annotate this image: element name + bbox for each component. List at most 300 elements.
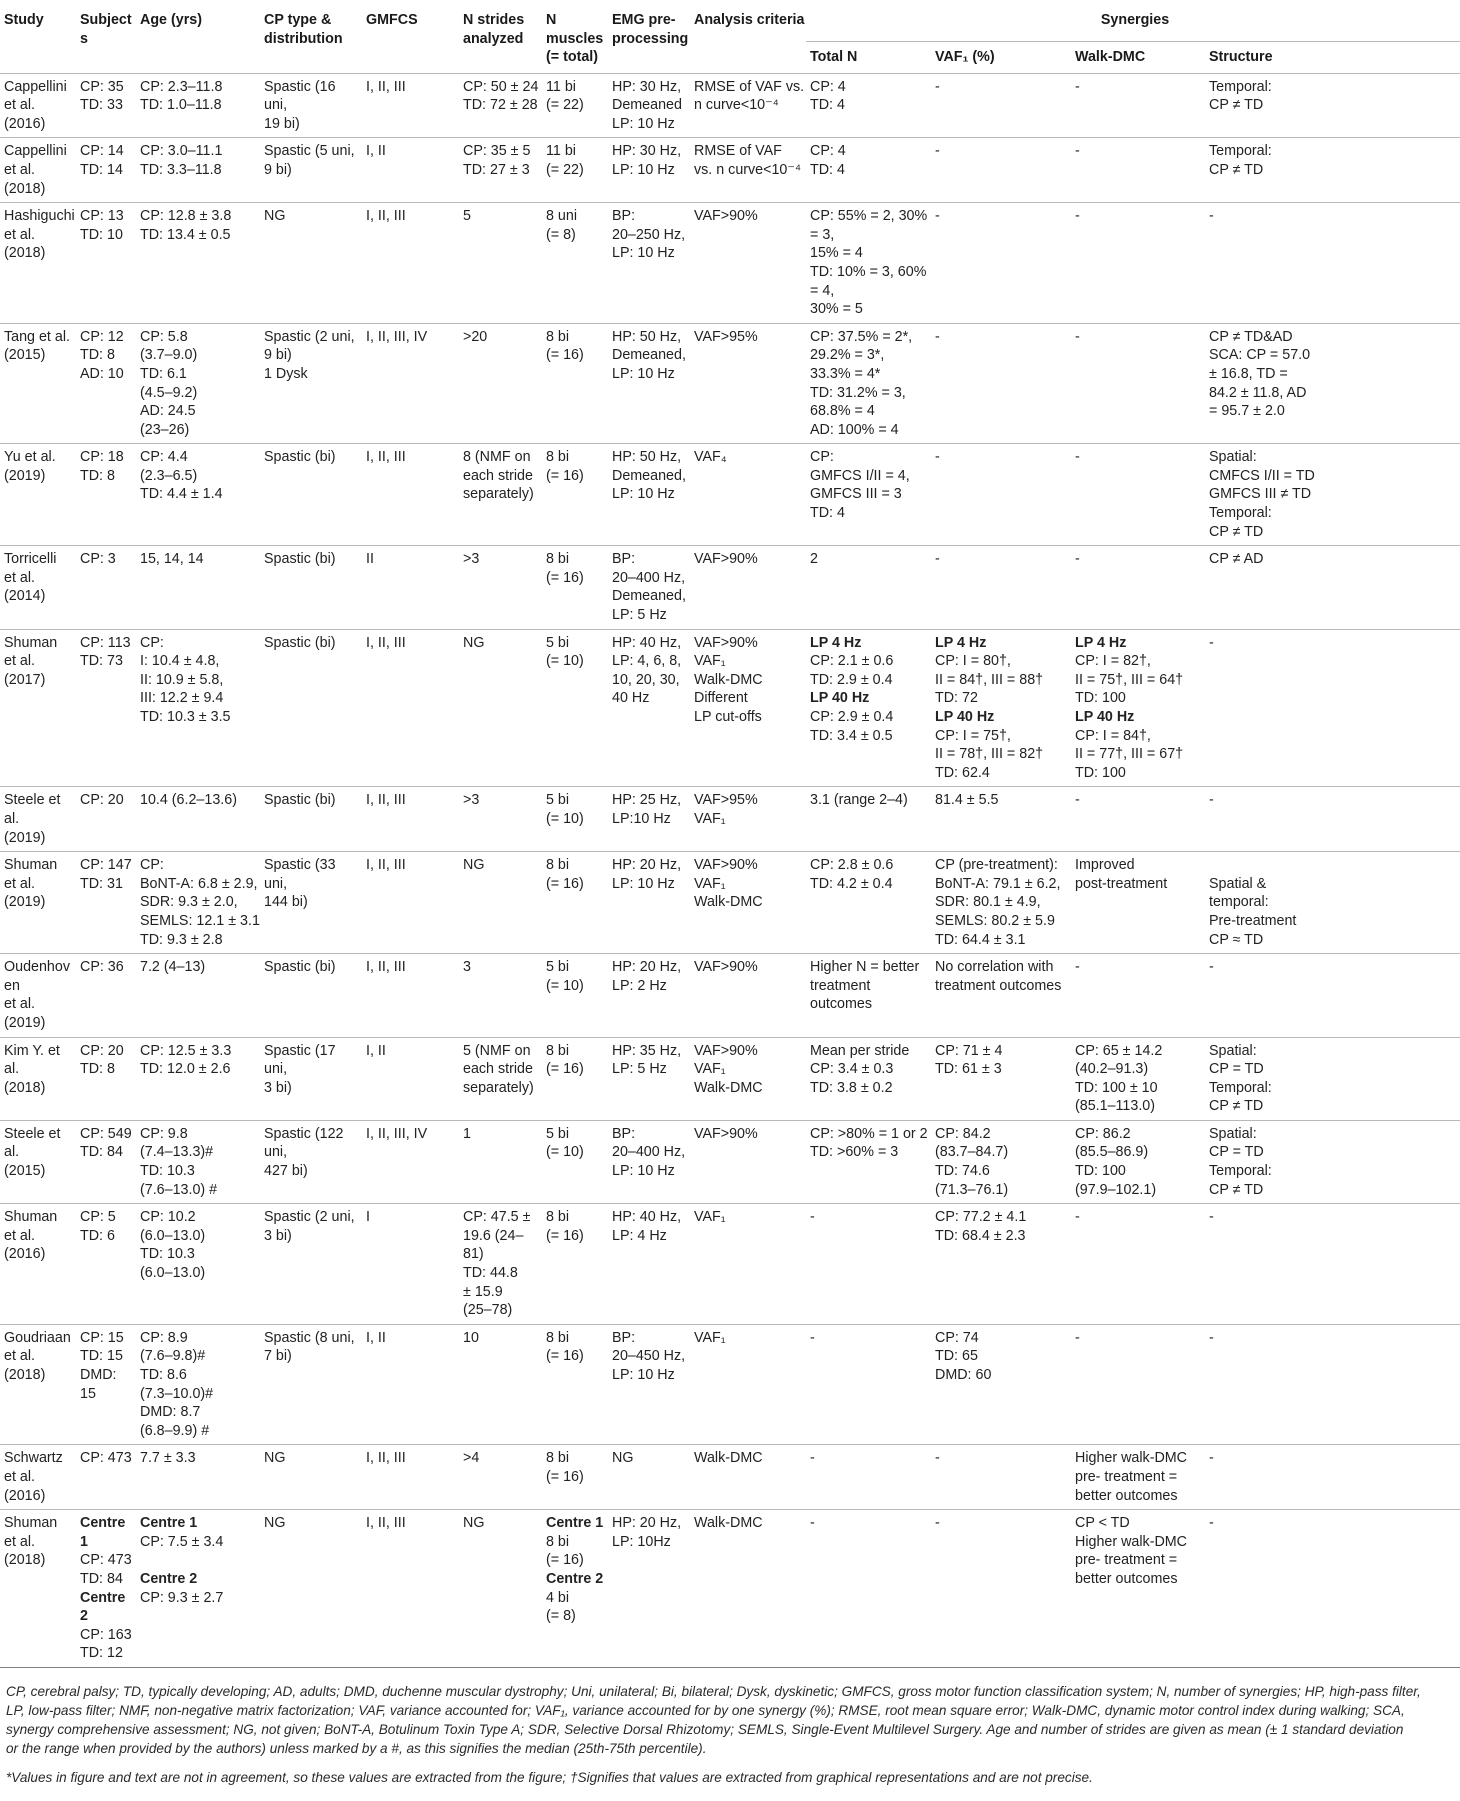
cell-line: CP: 10.2 [140,1209,196,1226]
cell-line: 81.4 ± 5.5 [935,792,999,809]
cell-muscles [542,73,608,138]
cell-line: NG [463,1515,485,1532]
cell-line: - [935,551,940,568]
cell-line: BP: [612,1125,636,1142]
cell-line: SCA: CP = 57.0 [1209,347,1311,364]
cell-line: Centre 2 [546,1570,604,1587]
cell-line: (85.5–86.9) [1075,1144,1149,1161]
cell-vaf1 [931,546,1071,629]
cell-strides [459,444,542,546]
table-row [0,1324,1460,1445]
cell-line: TD: 10% = 3, 60% [810,263,927,280]
cell-gmfcs [362,1037,459,1120]
cell-line: TD: 8 [80,347,115,364]
cell-structure [1205,203,1460,324]
cell-line: 10 [463,1329,479,1346]
cell-analysis [690,1204,806,1325]
cell-line: TD: 31 [80,875,123,892]
cell-line: VAF>90% [694,1125,758,1142]
cell-subjects [76,1445,136,1510]
cell-age [136,203,260,324]
table-row [0,1120,1460,1203]
cell-line: (2015) [4,347,46,364]
cell-line: 11 bi [546,143,576,160]
table-row [0,73,1460,138]
cell-line: CP: 2.3–11.8 [140,78,223,95]
cell-line: Demeaned, [612,347,686,364]
cell-line: TD: 61 ± 3 [935,1061,1002,1078]
cell-line: RMSE of VAF [694,143,782,160]
cell-line: Walk-DMC [694,1450,763,1467]
cell-line: Hashiguchi [4,208,75,225]
cell-structure [1205,1510,1460,1668]
cell-line: 20–400 Hz, [612,1144,686,1161]
cell-gmfcs [362,1510,459,1668]
cell-study [0,954,76,1037]
cell-line: DMD: 60 [935,1367,992,1383]
cell-study [0,1204,76,1325]
cell-line: CP: 20 [80,792,124,809]
cell-age [136,954,260,1037]
cell-muscles [542,1204,608,1325]
cell-line: = 95.7 ± 2.0 [1209,403,1285,420]
cell-line: (85.1–113.0) [1075,1098,1156,1115]
cell-cp-type [260,138,362,203]
cell-subjects [76,73,136,138]
cell-line: I, II, III [366,1515,406,1532]
cell-line: Spastic (16 uni, [264,78,336,114]
cell-line: II = 77†, III = 67† [1075,746,1184,763]
cell-study [0,1445,76,1510]
cell-age [136,138,260,203]
cell-line: 20–400 Hz, [612,569,686,586]
cell-subjects [76,323,136,444]
cell-total-n [806,629,931,787]
cell-analysis [690,1120,806,1203]
col-header-study: Study [4,12,44,28]
cell-analysis [690,1510,806,1668]
cell-emg [608,852,690,954]
cell-line: BoNT-A: 6.8 ± 2.9, [140,875,258,892]
cell-line: I, II, III [366,792,406,809]
cell-study [0,852,76,954]
cell-line: VAF>95% [694,328,758,345]
cell-line: Steele et al. [4,1125,61,1161]
cell-line: DMD: 8.7 [140,1404,201,1421]
cell-line: TD: 10.3 ± 3.5 [140,709,231,725]
cell-line: >4 [463,1450,480,1467]
cell-structure [1205,138,1460,203]
cell-line: CP: I = 82†, [1075,653,1151,670]
cell-line: CP: 47.5 ± [463,1209,531,1226]
cell-line: Shuman [4,1515,58,1532]
cell-line: I, II, III [366,78,406,95]
cell-line: HP: 25 Hz, [612,792,682,809]
cell-line: RMSE of VAF vs. [694,78,805,95]
cell-walkdmc [1071,323,1205,444]
cell-line: II [366,551,374,568]
cell-line: BP: [612,208,636,225]
cell-strides [459,1204,542,1325]
cell-structure [1205,1324,1460,1445]
cell-line: Goudriaan [4,1329,71,1346]
col-header-vaf1: VAF₁ (%) [935,49,995,65]
cell-line: 15% = 4 [810,245,863,262]
cell-muscles [542,852,608,954]
cell-line: (83.7–84.7) [935,1144,1009,1161]
cell-line: TD: 4 [810,161,845,178]
cell-line: (= 16) [546,1552,584,1569]
cell-line: VAF>90% [694,551,758,568]
cell-line: LP: 10 Hz [612,245,675,262]
cell-line: CMFCS I/II = TD [1209,467,1315,484]
cell-line: 427 bi) [264,1163,308,1180]
cell-line: I, II [366,1329,386,1346]
cell-line: 29.2% = 3*, [810,347,885,364]
cell-study [0,1324,76,1445]
cell-line: LP: 10 Hz [612,875,675,892]
cell-line: TD: 3.4 ± 0.5 [810,727,893,744]
cell-emg [608,1324,690,1445]
cell-walkdmc [1071,138,1205,203]
cell-muscles [542,444,608,546]
cell-line: (= 16) [546,1061,584,1078]
cell-line: TD: 84 [80,1144,123,1161]
cell-line: treatment outcomes [810,977,872,1013]
cell-line: HP: 40 Hz, [612,634,682,651]
table-row [0,1204,1460,1325]
cell-line: - [1075,551,1080,568]
cell-line: Spastic (bi) [264,551,336,568]
cell-line: I, II, III, IV [366,328,428,345]
cell-line: TD: 6.1 [140,365,187,382]
cell-total-n [806,444,931,546]
cell-gmfcs [362,138,459,203]
cell-line: I, II [366,143,386,160]
cell-line: TD: 9.3 ± 2.8 [140,931,223,948]
cell-line: Schwartz [4,1450,63,1467]
cell-line: VAF₁ [694,875,726,892]
cell-line: - [1075,792,1080,809]
cell-line: 8 bi [546,328,570,345]
cell-line: et al. (2018) [4,226,46,262]
cell-gmfcs [362,1120,459,1203]
cell-line: CP: 4 [810,78,846,95]
col-header-emg: EMG pre-processing [612,12,689,47]
cell-line: LP cut-offs [694,709,762,725]
cell-structure [1205,954,1460,1037]
cell-line: 8 bi [546,449,570,466]
cell-line: (= 10) [546,1144,584,1161]
cell-cp-type [260,787,362,852]
cell-line: 19 bi) [264,115,300,132]
table-row [0,138,1460,203]
cell-line: CP: 55% = 2, 30% [810,208,928,225]
cell-line: CP: 9.3 ± 2.7 [140,1589,224,1606]
cell-line: - [935,449,940,466]
cell-total-n [806,787,931,852]
cell-line: Spatial: [1209,1042,1257,1059]
cell-study [0,787,76,852]
cell-analysis [690,1324,806,1445]
cell-line: Temporal: [1209,78,1272,95]
cell-age [136,546,260,629]
cell-muscles [542,1445,608,1510]
cell-line: (6.0–13.0) [140,1227,206,1244]
cell-line: CP < TD [1075,1515,1130,1532]
cell-total-n [806,1037,931,1120]
cell-line: VAF₁ [694,810,726,827]
cell-structure [1205,1120,1460,1203]
cell-line: Spastic (2 uni, [264,328,355,345]
cell-line: TD: 8.6 [140,1367,187,1383]
cell-subjects [76,787,136,852]
cell-strides [459,1324,542,1445]
cell-gmfcs [362,1204,459,1325]
cell-line: 8 bi [546,1533,570,1550]
cell-line: - [1209,208,1214,225]
cell-line: CP: 74 [935,1329,979,1346]
cell-line: - [1209,1209,1214,1226]
cell-emg [608,1204,690,1325]
cell-line: - [810,1329,815,1346]
cell-analysis [690,852,806,954]
cell-line: Shuman [4,634,58,651]
cell-line: (= 16) [546,347,584,364]
cell-line: TD: 4 [810,505,845,522]
cell-total-n [806,546,931,629]
cell-study [0,138,76,203]
cell-line: CP: 2.8 ± 0.6 [810,857,894,874]
cell-line: CP: 14 [80,143,124,160]
cell-line: CP: 35 ± 5 [463,143,531,160]
cell-line: BP: [612,551,636,568]
cell-analysis [690,323,806,444]
cell-line: CP: 473 [80,1450,132,1467]
cell-line: 144 bi) [264,894,308,911]
cell-line: 8 bi [546,1450,570,1467]
cell-line: CP: 37.5% = 2*, [810,328,913,345]
cell-age [136,444,260,546]
cell-line: VAF>90% [694,959,758,976]
cell-emg [608,1120,690,1203]
cell-line: TD: 13.4 ± 0.5 [140,226,231,243]
cell-line: (2015) [4,1163,46,1180]
cell-muscles [542,787,608,852]
cell-walkdmc [1071,1445,1205,1510]
cell-line: LP: 5 Hz [612,607,667,624]
cell-line: CP: 4.4 [140,449,188,466]
cell-line: HP: 20 Hz, [612,857,682,874]
cell-line: (4.5–9.2) [140,384,198,401]
cell-line: Temporal: [1209,505,1272,522]
cell-line: Yu et al. [4,449,56,466]
cell-line: Spastic (bi) [264,792,336,809]
cell-emg [608,954,690,1037]
cell-line: NG [264,1450,286,1467]
cell-line: Temporal: [1209,143,1272,160]
cell-gmfcs [362,954,459,1037]
cell-line: Kim Y. et al. [4,1042,60,1078]
cell-line: Pre-treatment [1209,912,1297,929]
cell-line: - [935,78,940,95]
cell-line: BP: [612,1329,636,1346]
cell-line: Spastic (17 uni, [264,1042,336,1078]
cell-line: ± 16.8, TD = [1209,365,1288,382]
cell-line: Spatial & [1209,875,1267,892]
cell-subjects [76,1204,136,1325]
cell-line: Tang et al. [4,328,70,345]
cell-line: >20 [463,328,488,345]
cell-line: CP: 12.5 ± 3.3 [140,1042,232,1059]
cell-line: TD: 4.4 ± 1.4 [140,486,223,503]
cell-line: (= 16) [546,1468,584,1485]
cell-line: TD: 73 [80,653,123,670]
cell-cp-type [260,954,362,1037]
cell-line: Temporal: [1209,1163,1272,1180]
cell-line: II = 75†, III = 64† [1075,671,1184,688]
table-row [0,629,1460,787]
cell-line: - [935,208,940,225]
cell-line: CP: 5.8 [140,328,188,345]
cell-line: post-treatment [1075,875,1168,892]
cell-line: Spatial: [1209,1125,1257,1142]
cell-subjects [76,1324,136,1445]
cell-total-n [806,954,931,1037]
cell-line: Different [694,690,748,707]
cell-gmfcs [362,323,459,444]
cell-walkdmc [1071,546,1205,629]
cell-line: 15, 14, 14 [140,551,204,568]
cell-line: - [1075,1209,1080,1226]
cell-line: 68.8% = 4 [810,403,875,420]
cell-line: CP ≠ TD [1209,1098,1264,1115]
table-row [0,323,1460,444]
cell-line: (25–78) [463,1302,513,1319]
cell-line: LP: 10 Hz [612,115,675,132]
cell-line: 5 bi [546,1125,570,1142]
cell-line: 7.2 (4–13) [140,959,206,976]
col-header-total-n: Total N [810,49,858,65]
cell-line: 10.4 (6.2–13.6) [140,792,237,809]
cell-line: 1 Dysk [264,365,308,382]
cell-line: TD: 8 [80,467,115,484]
cell-subjects [76,1510,136,1668]
cell-line: CP ≠ AD [1209,551,1264,568]
table-row [0,1445,1460,1510]
cell-line: 7.7 ± 3.3 [140,1450,196,1467]
cell-line: TD: 8 [80,1061,115,1078]
cell-line: HP: 35 Hz, [612,1042,682,1059]
cell-line: (2019) [4,467,46,484]
cell-age [136,852,260,954]
cell-analysis [690,954,806,1037]
cell-line: LP: 10 Hz [612,365,675,382]
cell-line: VAF>95% [694,792,758,809]
cell-line: CP: 65 ± 14.2 [1075,1042,1163,1059]
cell-cp-type [260,1324,362,1445]
cell-analysis [690,629,806,787]
cell-line: TD: 4.2 ± 0.4 [810,875,893,892]
cell-line: SDR: 80.1 ± 4.9, [935,894,1041,911]
cell-line: 3 bi) [264,1227,292,1244]
cell-line: CP ≈ TD [1209,931,1264,948]
cell-age [136,323,260,444]
cell-total-n [806,1120,931,1203]
cell-analysis [690,1445,806,1510]
cell-emg [608,138,690,203]
cell-line: - [935,143,940,160]
cell-line: AD: 24.5 [140,403,196,420]
cell-line: - [935,1450,940,1467]
cell-line: 84.2 ± 11.8, AD [1209,384,1307,401]
cell-walkdmc [1071,1324,1205,1445]
table-row [0,852,1460,954]
cell-structure [1205,323,1460,444]
cell-line: LP 40 Hz [935,709,995,725]
cell-line: LP:10 Hz [612,810,671,827]
cell-emg [608,629,690,787]
cell-line: TD: 100 [1075,764,1126,781]
cell-subjects [76,138,136,203]
cell-line: Walk-DMC [694,1515,763,1532]
cell-line: - [1075,959,1080,976]
cell-analysis [690,1037,806,1120]
cell-vaf1 [931,629,1071,787]
cell-line: VAF₁ [694,1061,726,1078]
footnote-line: or the range when provided by the authors) unless marked by a #, as this signifies the median (25th-75th percentile). [6,1741,707,1756]
cell-line: HP: 30 Hz, [612,143,682,160]
cell-line: HP: 20 Hz, [612,1515,682,1532]
cell-total-n [806,1445,931,1510]
cell-cp-type [260,546,362,629]
cell-line: (= 22) [546,161,584,178]
cell-line: HP: 30 Hz, [612,78,682,95]
cell-line: (7.4–13.3)# [140,1144,214,1161]
cell-line: CP: 3.4 ± 0.3 [810,1061,894,1078]
cell-line: TD: 12 [80,1645,123,1662]
cell-muscles [542,546,608,629]
cell-structure [1205,1445,1460,1510]
cell-line: CP: 86.2 [1075,1125,1131,1142]
cell-muscles [542,323,608,444]
cell-line: better outcomes [1075,1570,1178,1587]
cell-line: Higher N = better [810,959,920,976]
cell-emg [608,73,690,138]
cell-gmfcs [362,852,459,954]
cell-walkdmc [1071,73,1205,138]
cell-line: 5 (NMF on [463,1042,531,1059]
cell-line: CP: 8.9 [140,1329,188,1346]
cell-line: 4 bi [546,1589,570,1606]
cell-line: (= 16) [546,1348,584,1365]
table-row [0,546,1460,629]
cell-line: LP 4 Hz [1075,634,1127,651]
cell-line: CP: 20 [80,1042,124,1059]
cell-walkdmc [1071,852,1205,954]
cell-line: (= 22) [546,97,584,114]
cell-line: 20–250 Hz, [612,226,686,243]
cell-muscles [542,138,608,203]
cell-strides [459,323,542,444]
cell-structure [1205,787,1460,852]
cell-line: CP: I = 84†, [1075,727,1151,744]
cell-line: - [935,328,940,345]
cell-line: II = 84†, III = 88† [935,671,1044,688]
cell-line: LP: 10Hz [612,1533,671,1550]
footnote-line: CP, cerebral palsy; TD, typically developing; AD, adults; DMD, duchenne muscular dystrophy; Uni, unilateral; Bi, bilateral; Dysk, dyskinetic; GMFCS, gross motor function classification system; N, number of synergies; HP, high-pass filter, [6,1684,1421,1699]
cell-line: separately) [463,1079,534,1096]
